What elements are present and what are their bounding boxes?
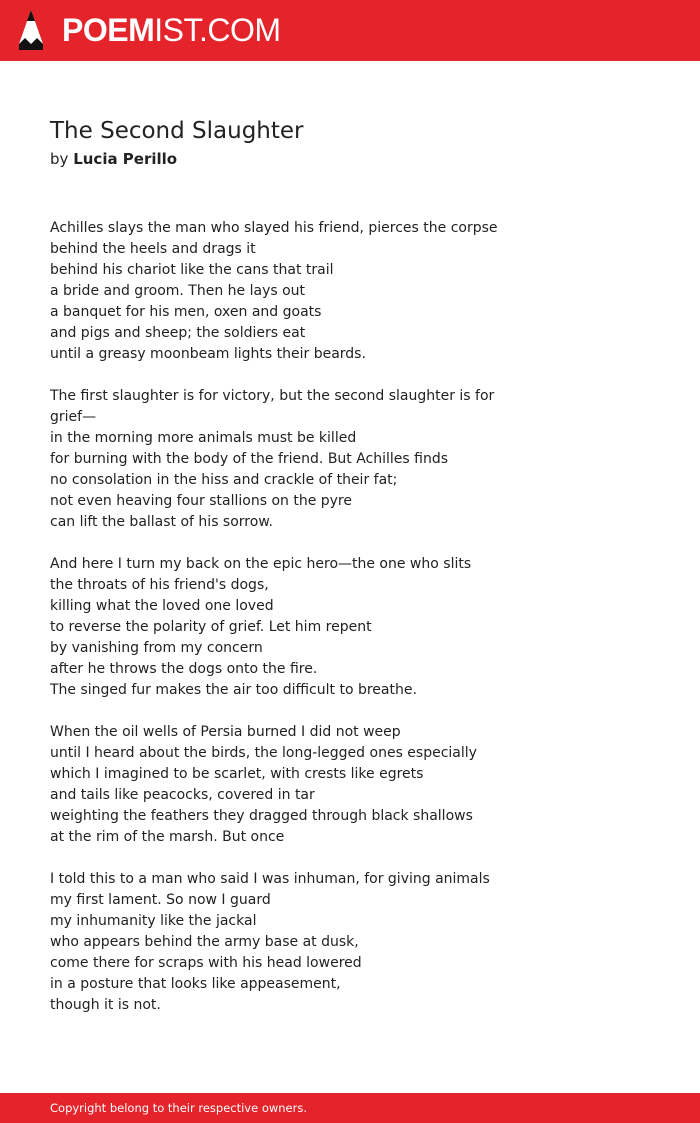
poem-line: a banquet for his men, oxen and goats — [50, 304, 322, 320]
poem-stanza — [50, 722, 510, 848]
poem-line: until I heard about the birds, the long-legged ones especially — [50, 745, 477, 761]
poem-line: The first slaughter is for victory, but the second slaughter is for — [50, 388, 495, 404]
poem-line: The singed fur makes the air too difficult to breathe. — [50, 682, 417, 698]
poem-stanza — [50, 869, 510, 1016]
poem-line: weighting the feathers they dragged through black shallows — [50, 808, 473, 824]
site-header — [0, 0, 700, 61]
poem-line: my inhumanity like the jackal — [50, 913, 257, 929]
poem-line: Achilles slays the man who slayed his friend, pierces the corpse — [50, 220, 498, 236]
site-logo-text[interactable] — [62, 10, 281, 50]
poem-title: The Second Slaughter — [50, 118, 304, 144]
poem-stanza — [50, 554, 510, 701]
poem-line: who appears behind the army base at dusk, — [50, 934, 359, 950]
poem-line: a bride and groom. Then he lays out — [50, 283, 306, 299]
poem-line: come there for scraps with his head lowered — [50, 955, 362, 971]
poem-line: And here I turn my back on the epic hero—the one who slits — [50, 556, 472, 572]
brand-light-part: IST.COM — [154, 12, 281, 48]
poem-line: which I imagined to be scarlet, with crests like egrets — [50, 766, 424, 782]
poem-line: my first lament. So now I guard — [50, 892, 271, 908]
poem-line: I told this to a man who said I was inhuman, for giving animals — [50, 871, 490, 887]
poem-stanza — [50, 386, 510, 533]
poem-line: and pigs and sheep; the soldiers eat — [50, 325, 306, 341]
poem-line: not even heaving four stallions on the pyre — [50, 493, 352, 509]
poem-line: killing what the loved one loved — [50, 598, 274, 614]
site-footer — [0, 1093, 700, 1123]
poem-body — [50, 218, 510, 1037]
poem-line: by vanishing from my concern — [50, 640, 263, 656]
poem-byline — [50, 148, 177, 170]
poem-line: at the rim of the marsh. But once — [50, 829, 285, 845]
pencil-tip-icon[interactable] — [17, 8, 45, 52]
poem-line: the throats of his friend's dogs, — [50, 577, 269, 593]
poem-line: no consolation in the hiss and crackle of their fat; — [50, 472, 398, 488]
brand-bold-part: POEM — [62, 12, 155, 48]
poem-line: in a posture that looks like appeasement, — [50, 976, 341, 992]
poem-line: behind his chariot like the cans that trail — [50, 262, 334, 278]
poem-line: for burning with the body of the friend. But Achilles finds — [50, 451, 449, 467]
poem-line: grief— — [50, 409, 97, 425]
poem-line: behind the heels and drags it — [50, 241, 256, 257]
poem-line: until a greasy moonbeam lights their beards. — [50, 346, 366, 362]
poem-line: in the morning more animals must be killed — [50, 430, 357, 446]
poem-line: When the oil wells of Persia burned I did not weep — [50, 724, 401, 740]
poem-line: to reverse the polarity of grief. Let him repent — [50, 619, 372, 635]
by-prefix: by — [50, 150, 69, 168]
author-name: Lucia Perillo — [73, 150, 178, 168]
poem-line: though it is not. — [50, 997, 161, 1013]
poem-stanza — [50, 218, 510, 365]
poem-line: after he throws the dogs onto the fire. — [50, 661, 318, 677]
copyright-notice: Copyright belong to their respective owners. — [50, 1101, 308, 1115]
poem-line: can lift the ballast of his sorrow. — [50, 514, 273, 530]
poem-line: and tails like peacocks, covered in tar — [50, 787, 315, 803]
